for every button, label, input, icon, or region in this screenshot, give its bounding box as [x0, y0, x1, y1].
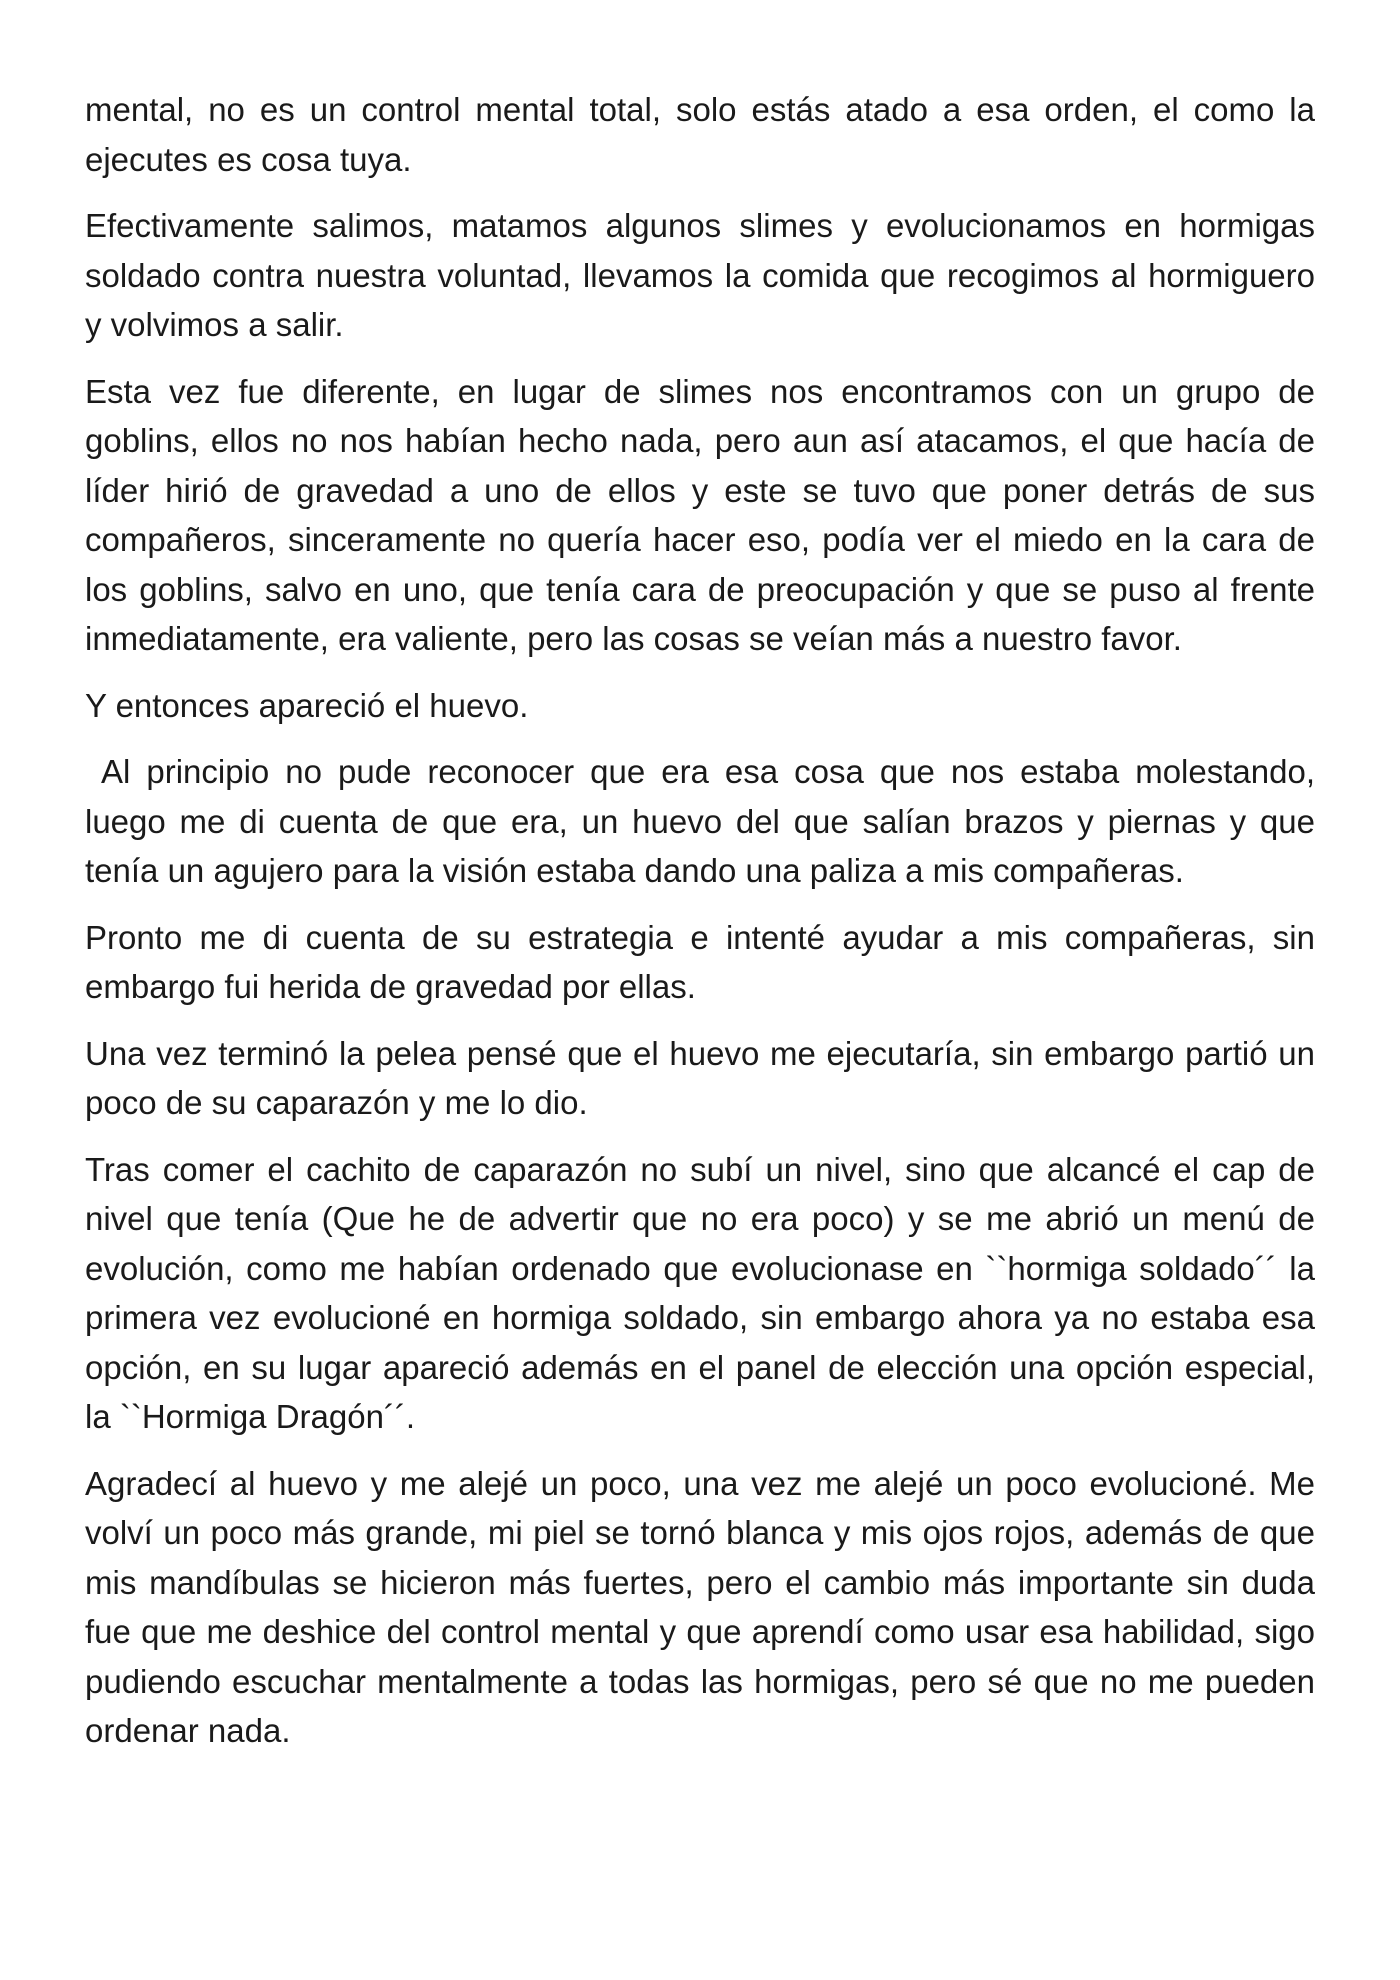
paragraph-1: mental, no es un control mental total, solo estás atado a esa orden, el como la ejecutes es cosa tuya. [85, 91, 1315, 178]
paragraph-3: Esta vez fue diferente, en lugar de slimes nos encontramos con un grupo de goblins, ellos no nos habían hecho nada, pero aun así atacamos, el que hacía de líder hirió de gravedad a uno de ellos y este se tuvo que poner detrás de sus compañeros, sinceramente no quería hacer eso, podía ver el miedo en la cara de los goblins, salvo en uno, que tenía cara de preocupación y que se puso al frente inmediatamente, era valiente, pero las cosas se veían más a nuestro favor. [85, 372, 1315, 657]
paragraph-7: Una vez terminó la pelea pensé que el huevo me ejecutaría, sin embargo partió un poco de su caparazón y me lo dio. [85, 1034, 1315, 1121]
paragraph-6: Pronto me di cuenta de su estrategia e intenté ayudar a mis compañeras, sin embargo fui herida de gravedad por ellas. [85, 918, 1315, 1005]
paragraph-8: Tras comer el cachito de caparazón no subí un nivel, sino que alcancé el cap de nivel que tenía (Que he de advertir que no era poco) y se me abrió un menú de evolución, como me habían ordenado que evolucionase en ``hormiga soldado´´ la primera vez evolucioné en hormiga soldado, sin embargo ahora ya no estaba esa opción, en su lugar apareció además en el panel de elección una opción especial, la ``Hormiga Dragón´´. [85, 1150, 1315, 1435]
paragraph-9: Agradecí al huevo y me alejé un poco, una vez me alejé un poco evolucioné. Me volví un poco más grande, mi piel se tornó blanca y mis ojos rojos, además de que mis mandíbulas se hicieron más fuertes, pero el cambio más importante sin duda fue que me deshice del control mental y que aprendí como usar esa habilidad, sigo pudiendo escuchar mentalmente a todas las hormigas, pero sé que no me pueden ordenar nada. [85, 1464, 1315, 1749]
paragraph-5: Al principio no pude reconocer que era esa cosa que nos estaba molestando, luego me di cuenta de que era, un huevo del que salían brazos y piernas y que tenía un agujero para la visión estaba dando una paliza a mis compañeras. [85, 753, 1325, 889]
document-page [85, 85, 1325, 1756]
paragraph-2: Efectivamente salimos, matamos algunos slimes y evolucionamos en hormigas soldado contra nuestra voluntad, llevamos la comida que recogimos al hormiguero y volvimos a salir. [85, 207, 1315, 343]
paragraph-4: Y entonces apareció el huevo. [85, 686, 529, 724]
